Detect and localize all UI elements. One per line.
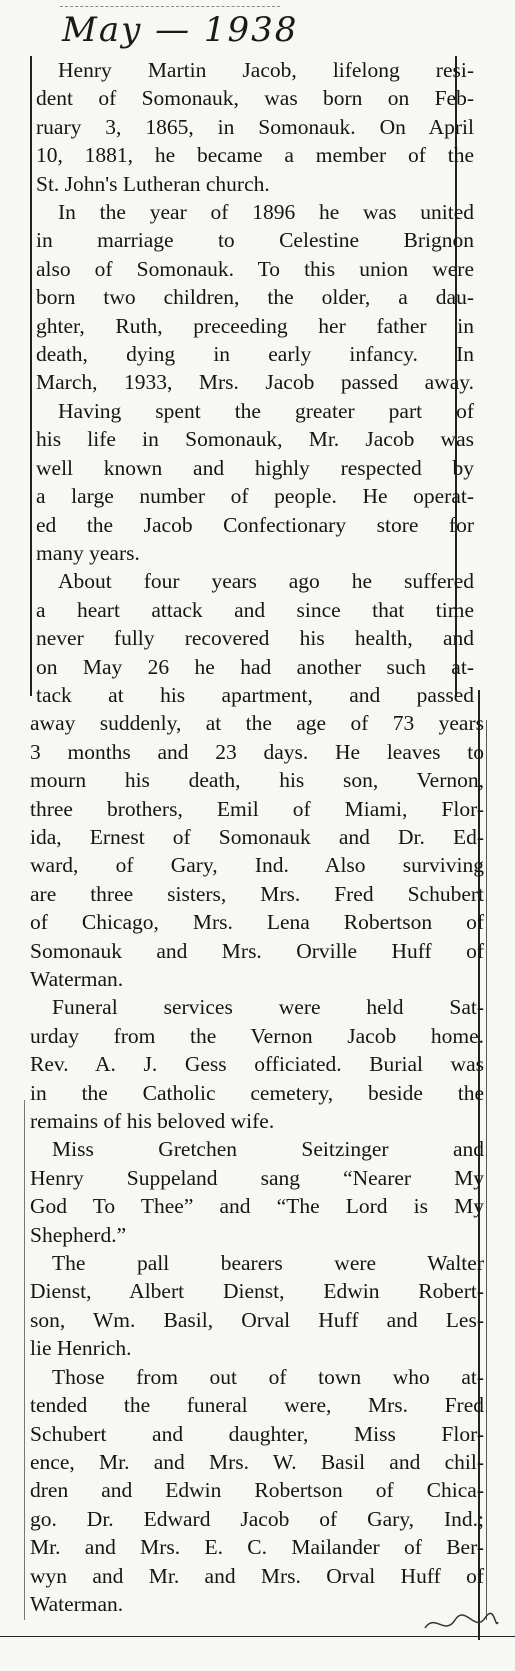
article-line: ghter, Ruth, preceeding her father in: [36, 313, 474, 338]
article-line: ward, of Gary, Ind. Also surviving: [30, 853, 484, 878]
article-line: away suddenly, at the age of 73 years: [30, 711, 484, 736]
pen-scribble-mark: [420, 1608, 500, 1638]
article-line: a heart attack and since that time: [36, 597, 474, 622]
article-line: tended the funeral were, Mrs. Fred: [30, 1393, 484, 1418]
article-line: Funeral services were held Sat-: [52, 995, 484, 1020]
article-line: Dienst, Albert Dienst, Edwin Robert-: [30, 1279, 484, 1304]
article-line: never fully recovered his health, and: [36, 626, 474, 651]
article-line: born two children, the older, a dau-: [36, 285, 474, 310]
article-line: Those from out of town who at-: [52, 1364, 484, 1389]
article-line: dren and Edwin Robertson of Chica-: [30, 1478, 484, 1503]
article-line: go. Dr. Edward Jacob of Gary, Ind.;: [30, 1506, 484, 1531]
article-line: ruary 3, 1865, in Somonauk. On April: [36, 114, 474, 139]
column-rule-right-inner: [486, 720, 487, 1620]
article-line: About four years ago he suffered: [58, 569, 474, 594]
article-line: The pall bearers were Walter: [52, 1251, 484, 1276]
article-line: many years.: [36, 540, 140, 565]
article-line: tack at his apartment, and passed: [36, 682, 474, 707]
article-line: are three sisters, Mrs. Fred Schubert: [30, 881, 484, 906]
handwritten-date-note: May — 1938: [62, 10, 299, 50]
article-line: also of Somonauk. To this union were: [36, 256, 474, 281]
obituary-article: [30, 56, 484, 1618]
article-line: a large number of people. He operat-: [36, 484, 474, 509]
article-line: Rev. A. J. Gess officiated. Burial was: [30, 1052, 484, 1077]
article-line: death, dying in early infancy. In: [36, 342, 474, 367]
article-line: Henry Martin Jacob, lifelong resi-: [58, 58, 474, 82]
article-line: St. John's Lutheran church.: [36, 171, 270, 196]
article-line: son, Wm. Basil, Orval Huff and Les-: [30, 1307, 484, 1332]
article-line: In the year of 1896 he was united: [58, 200, 474, 225]
article-line: on May 26 he had another such at-: [36, 654, 474, 679]
article-line: wyn and Mr. and Mrs. Orval Huff of: [30, 1563, 484, 1588]
article-line: in the Catholic cemetery, beside the: [30, 1080, 484, 1105]
article-line: Having spent the greater part of: [58, 398, 474, 423]
article-line: 3 months and 23 days. He leaves to: [30, 739, 484, 764]
article-line: of Chicago, Mrs. Lena Robertson of: [30, 910, 484, 935]
article-line: dent of Somonauk, was born on Feb-: [36, 86, 474, 111]
article-line: March, 1933, Mrs. Jacob passed away.: [36, 370, 474, 395]
column-rule-left: [30, 56, 32, 696]
article-line: Miss Gretchen Seitzinger and: [52, 1137, 484, 1162]
article-line: lie Henrich.: [30, 1336, 132, 1361]
article-line: three brothers, Emil of Miami, Flor-: [30, 796, 484, 821]
article-line: his life in Somonauk, Mr. Jacob was: [36, 427, 474, 452]
article-line: in marriage to Celestine Brignon: [36, 228, 474, 253]
column-rule-left-lower: [24, 1100, 25, 1620]
article-line: Waterman.: [30, 1591, 124, 1616]
article-line: ed the Jacob Confectionary store for: [36, 512, 474, 537]
article-line: ida, Ernest of Somonauk and Dr. Ed-: [30, 824, 484, 849]
article-line: Mr. and Mrs. E. C. Mailander of Ber-: [30, 1535, 484, 1560]
article-line: well known and highly respected by: [36, 455, 474, 480]
article-line: urday from the Vernon Jacob home.: [30, 1023, 484, 1048]
cut-edge-mark: [60, 6, 280, 9]
article-line: Schubert and daughter, Miss Flor-: [30, 1421, 484, 1446]
article-line: mourn his death, his son, Vernon,: [30, 768, 484, 793]
article-line: Shepherd.”: [30, 1222, 127, 1247]
article-line: Somonauk and Mrs. Orville Huff of: [30, 938, 484, 963]
article-line: ence, Mr. and Mrs. W. Basil and chil-: [30, 1449, 484, 1474]
article-line: remains of his beloved wife.: [30, 1109, 275, 1134]
article-line: 10, 1881, he became a member of the: [36, 143, 474, 168]
article-line: Waterman.: [30, 967, 124, 991]
article-line: Henry Suppeland sang “Nearer My: [30, 1165, 484, 1190]
article-line: God To Thee” and “The Lord is My: [30, 1194, 484, 1219]
